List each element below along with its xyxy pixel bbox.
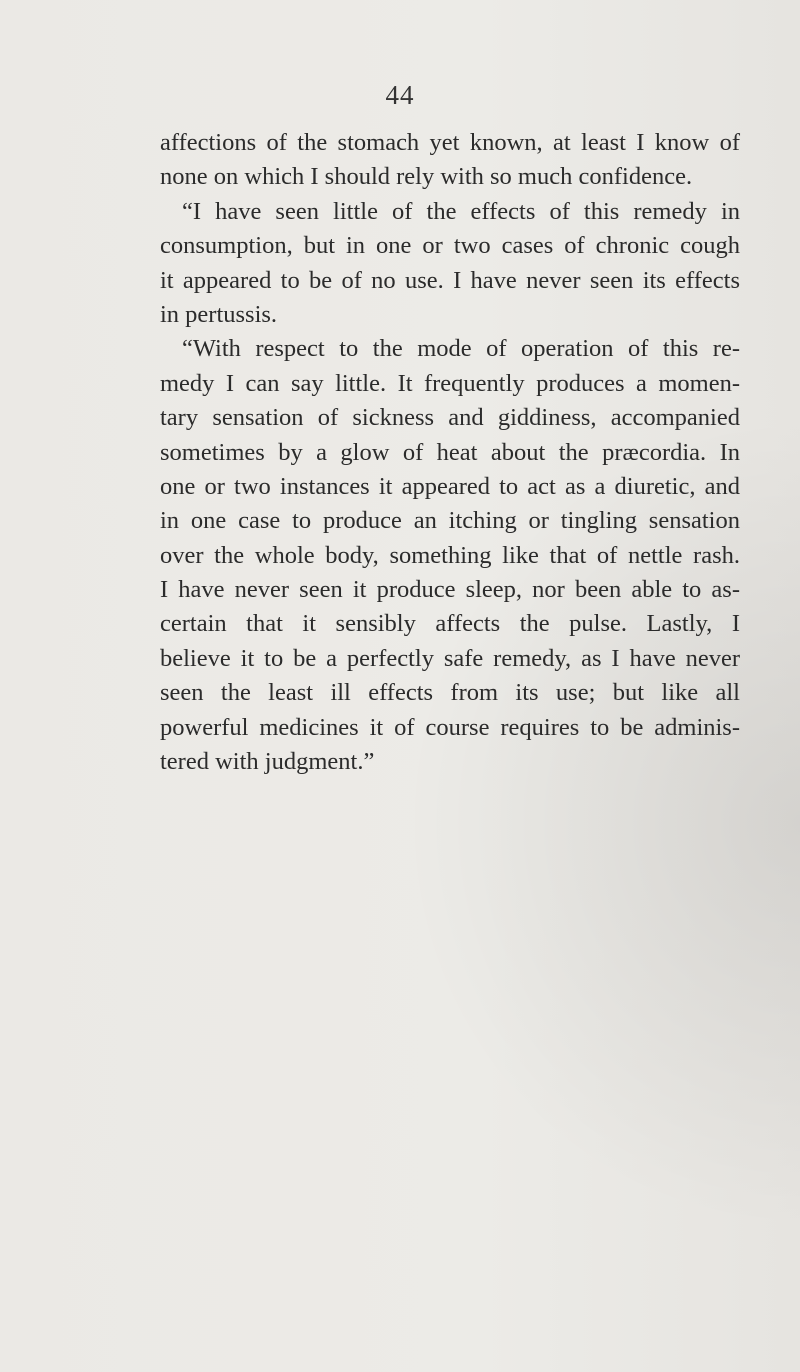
text-line: believe it to be a perfectly safe remedy, as I have never [160, 644, 740, 672]
text-line: tary sensation of sickness and giddiness, accompanied [160, 404, 740, 432]
text-line: over the whole body, something like that of nettle rash. [160, 541, 740, 569]
text-line: certain that it sensibly affects the pulse. Lastly, I [160, 610, 740, 638]
text-line: affections of the stomach yet known, at least I know of [160, 129, 740, 156]
text-line: “I have seen little of the effects of this remedy in [182, 197, 740, 225]
text-line: “With respect to the mode of operation of this re- [182, 335, 740, 363]
text-line: seen the least ill effects from its use; but like all [160, 679, 740, 707]
text-line: none on which I should rely with so much confidence. [160, 163, 693, 191]
text-line: in pertussis. [160, 300, 278, 328]
text-line: powerful medicines it of course requires to be adminis- [160, 713, 740, 741]
text-line: sometimes by a glow of heat about the præcordia. In [160, 438, 740, 466]
page-number: 44 [385, 80, 415, 110]
text-line: tered with judgment.” [160, 748, 375, 776]
body-text [160, 126, 740, 779]
text-line: I have never seen it produce sleep, nor been able to as- [160, 576, 740, 604]
text-line: consumption, but in one or two cases of chronic cough [160, 232, 740, 260]
text-line: in one case to produce an itching or tingling sensation [160, 507, 740, 535]
text-line: it appeared to be of no use. I have never seen its effects [160, 266, 740, 294]
text-line: medy I can say little. It frequently produces a momen- [160, 369, 740, 397]
text-line: one or two instances it appeared to act as a diuretic, and [160, 472, 740, 500]
